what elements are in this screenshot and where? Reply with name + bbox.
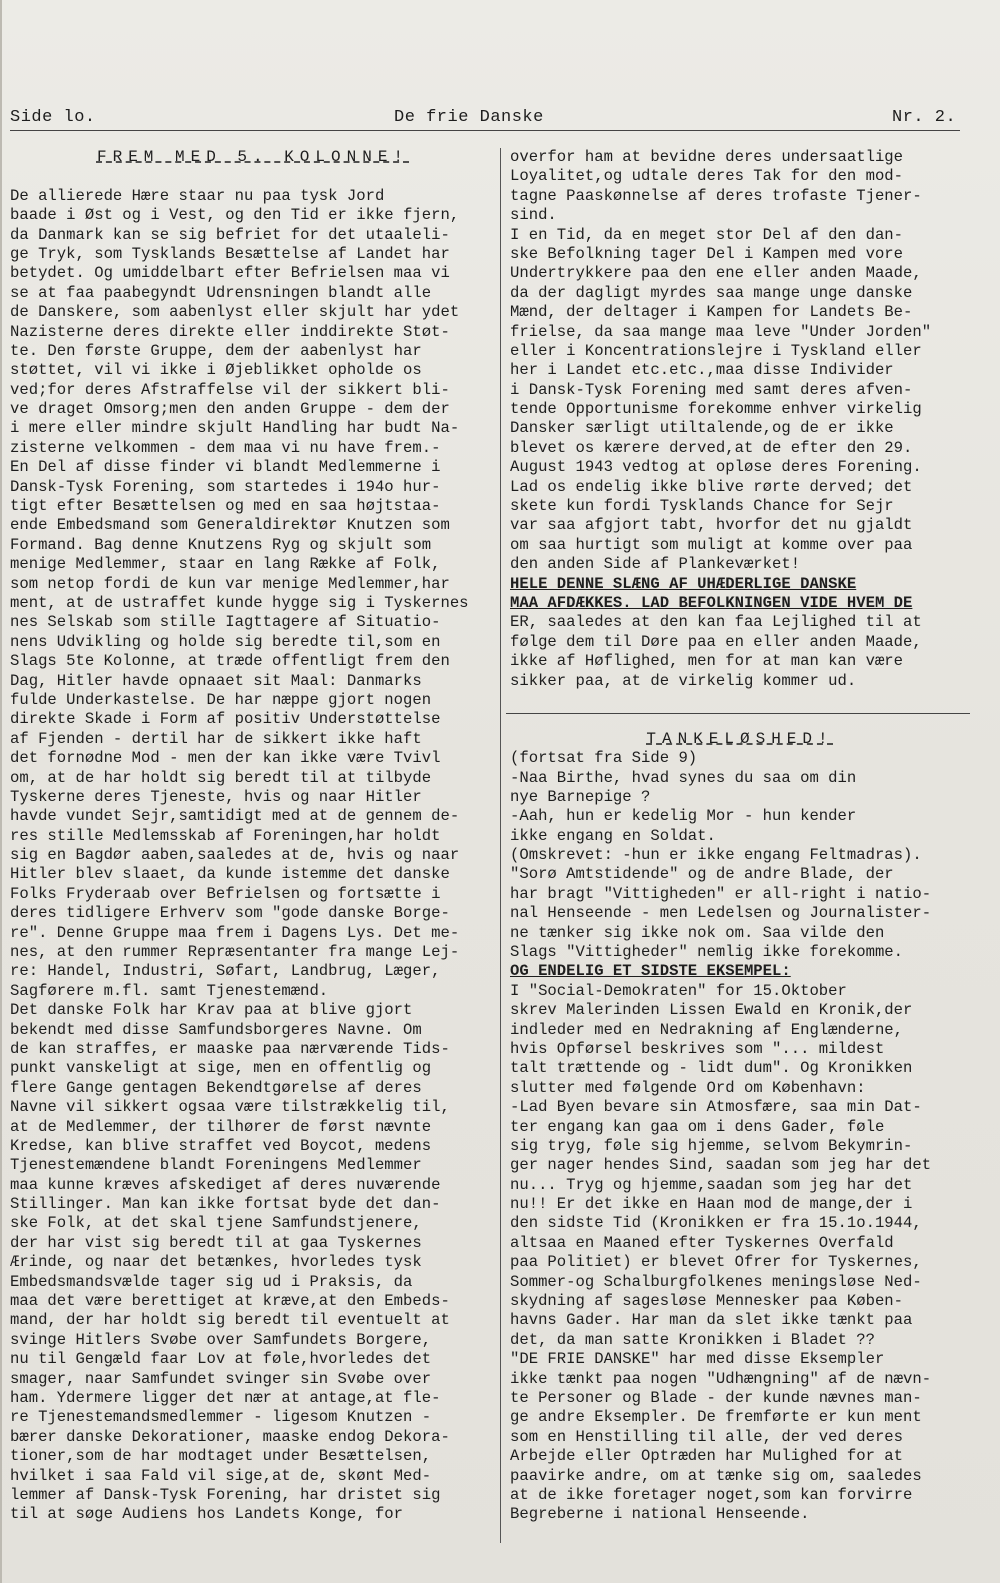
text-line: En Del af disse finder vi blandt Medlemmerne i bbox=[10, 458, 441, 477]
text-line: om saa hurtigt som muligt at komme over paa bbox=[510, 535, 913, 554]
text-line: ge Tryk, som Tysklands Besættelse af Landet har bbox=[10, 244, 450, 263]
text-line: Tyskerne deres Tjeneste, hvis og naar Hitler bbox=[10, 787, 422, 806]
text-line: August 1943 vedtog at opløse deres Forening. bbox=[510, 458, 922, 477]
text-line bbox=[510, 575, 970, 594]
text-line: fulde Underkastelse. De har næppe gjort nogen bbox=[10, 690, 432, 709]
text-line: Ærinde, og naar det betænkes, hvorledes tysk bbox=[10, 1253, 422, 1272]
text-line: som en Henstilling til alle, der ved deres bbox=[510, 1427, 904, 1446]
text-line: Nazisterne deres direkte eller inddirekte Støt- bbox=[10, 322, 450, 341]
text-line: i mere eller mindre skjult Handling har budt Na- bbox=[10, 419, 460, 438]
text-line: da Danmark kan se sig befriet for det utaaleli- bbox=[10, 225, 450, 244]
text-line: Loyalitet,og udtale deres Tak for den mod- bbox=[510, 167, 904, 186]
text-line: Sagførere m.fl. samt Tjenestemænd. bbox=[10, 981, 329, 1000]
text-line: sig tryg, føle sig hjemme, selvom Bekymrin- bbox=[510, 1136, 913, 1155]
text-line: at de ikke foretager noget,som kan forvirre bbox=[510, 1485, 913, 1504]
text-line: Folks Fryderaab over Befrielsen og fortsætte i bbox=[10, 884, 441, 903]
text-line: overfor ham at bevidne deres undersaatlige bbox=[510, 148, 904, 166]
text-line: ge andre Eksempler. De fremførte er kun ment bbox=[510, 1408, 922, 1427]
text-line: de Danskere, som aabenlyst eller skjult har ydet bbox=[10, 303, 460, 322]
heading-text: MAA AFDÆKKES. LAD BEFOLKNINGEN VIDE HVEM DE bbox=[510, 593, 913, 612]
text-line: nes, at den rummer Repræsentanter fra mange Lej- bbox=[10, 943, 460, 962]
heading-text: TANKELØSHED! bbox=[646, 729, 834, 748]
text-line bbox=[510, 594, 970, 613]
text-line: mand, der har holdt sig beredt til eventuelt at bbox=[10, 1311, 450, 1330]
text-line: menige Medlemmer, staar en lang Række af Folk, bbox=[10, 555, 441, 574]
text-line: maa kunne kræves afskediget af deres nuværende bbox=[10, 1175, 441, 1194]
text-line: da der dagligt myrdes saa mange unge danske bbox=[510, 283, 913, 302]
text-line: re: Handel, Industri, Søfart, Landbrug, Læger, bbox=[10, 962, 441, 981]
text-line: talt trættende og - lidt dum". Og Kronikken bbox=[510, 1059, 913, 1078]
text-line bbox=[10, 148, 496, 167]
text-line: om, at de har holdt sig beredt til at tilbyde bbox=[10, 768, 432, 787]
text-line: Dag, Hitler havde opnaaet sit Maal: Danmarks bbox=[10, 671, 422, 690]
text-line: paa Politiet) er blevet Ofrer for Tyskernes, bbox=[510, 1253, 922, 1272]
text-line: ved;for deres Afstraffelse vil der sikkert bli- bbox=[10, 380, 450, 399]
text-line: paavirke andre, om at tænke sig om, saaledes bbox=[510, 1466, 922, 1485]
text-line: flere Gange gentagen Bekendtgørelse af deres bbox=[10, 1078, 422, 1097]
text-line: skete kun fordi Tysklands Chance for Sejr bbox=[510, 497, 894, 516]
text-line: i Dansk-Tysk Forening med samt deres afven- bbox=[510, 380, 913, 399]
text-line: (fortsat fra Side 9) bbox=[510, 749, 698, 768]
text-line: "DE FRIE DANSKE" har med disse Eksempler bbox=[510, 1350, 885, 1369]
text-line: Tjenestemændene blandt Foreningens Medlemmer bbox=[10, 1156, 422, 1175]
text-line: smager, naar Samfundet svinger sin Svøbe over bbox=[10, 1369, 432, 1388]
text-line: tende Opportunisme forekomme enhver virkelig bbox=[510, 400, 922, 419]
text-line: nes Selskab som stille Iagttagere af Situatio- bbox=[10, 613, 441, 632]
text-line: Sommer-og Schalburgfolkenes meningsløse Ned- bbox=[510, 1272, 922, 1291]
text-line: ende Embedsmand som Generaldirektør Knutzen som bbox=[10, 516, 450, 535]
text-line: Dansker særligt utiltalende,og de er ikke bbox=[510, 419, 894, 438]
text-line: Hitler blev slaaet, da kunde istemme det danske bbox=[10, 865, 450, 884]
text-line bbox=[10, 167, 496, 186]
text-line: Slags "Vittigheder" nemlig ikke forekomme. bbox=[510, 943, 904, 962]
text-line: res stille Medlemsskab af Foreningen,har holdt bbox=[10, 826, 441, 845]
text-line: Dansk-Tysk Forening, som startedes i 194o hur- bbox=[10, 477, 441, 496]
text-line: ter engang kan gaa om i dens Gader, føle bbox=[510, 1117, 885, 1136]
text-line: de kan straffes, er maaske paa nærværende Tids- bbox=[10, 1039, 450, 1058]
text-line: skrev Malerinden Lissen Ewald en Kronik,der bbox=[510, 1001, 913, 1020]
text-line: der har vist sig beredt til at gaa Tyskernes bbox=[10, 1233, 422, 1252]
text-line: nu... Tryg og hjemme,saadan som jeg har det bbox=[510, 1175, 913, 1194]
text-line: "Sorø Amtstidende" og de andre Blade, der bbox=[510, 865, 894, 884]
text-line: her i Landet etc.etc.,maa disse Individer bbox=[510, 361, 894, 380]
text-line: den anden Side af Plankeværket! bbox=[510, 555, 801, 574]
text-line bbox=[510, 691, 970, 710]
text-line: altsaa en Maaned efter Tyskernes Overfald bbox=[510, 1233, 894, 1252]
text-line: Det danske Folk har Krav paa at blive gjort bbox=[10, 1001, 413, 1020]
page-number: Side lo. bbox=[10, 108, 96, 127]
text-line: havde vundet Sejr,samtidigt med at de gennem de- bbox=[10, 807, 460, 826]
text-line: (Omskrevet: -hun er ikke engang Feltmadras). bbox=[510, 846, 922, 865]
issue-number: Nr. 2. bbox=[892, 108, 957, 127]
text-line: ske Befolkning tager Del i Kampen med vore bbox=[510, 244, 904, 263]
text-line: punkt vanskeligt at sige, men en offentlig og bbox=[10, 1059, 432, 1078]
header-rule bbox=[10, 130, 960, 131]
text-line: svinge Hitlers Svøbe over Samfundets Borgere, bbox=[10, 1330, 432, 1349]
text-line: frielse, da saa mange maa leve "Under Jorden" bbox=[510, 322, 932, 341]
text-line: re". Denne Gruppe maa frem i Dagens Lys. Det me- bbox=[10, 923, 460, 942]
text-line: hvilket i saa Fald vil sige,at de, skønt Med- bbox=[10, 1466, 432, 1485]
text-line: til at søge Audiens hos Landets Konge, for bbox=[10, 1505, 404, 1524]
text-line: ER, saaledes at den kan faa Lejlighed til at bbox=[510, 613, 922, 632]
text-line: betydet. Og umiddelbart efter Befrielsen maa vi bbox=[10, 264, 450, 283]
text-line: ment, at de ustraffet kunde hygge sig i Tyskernes bbox=[10, 593, 469, 612]
text-line: direkte Skade i Form af positiv Understøttelse bbox=[10, 710, 441, 729]
text-line: tigt efter Besættelsen og med en saa højtstaa- bbox=[10, 497, 441, 516]
heading-text: OG ENDELIG ET SIDSTE EKSEMPEL: bbox=[510, 962, 791, 981]
text-line: nye Barnepige ? bbox=[510, 787, 651, 806]
text-line: ikke af Høflighed, men for at man kan være bbox=[510, 652, 904, 671]
text-line: bekendt med disse Samfundsborgeres Navne. Om bbox=[10, 1020, 422, 1039]
text-line: nal Henseende - men Ledelsen og Journalister- bbox=[510, 904, 932, 923]
text-line: I en Tid, da en meget stor Del af den dan- bbox=[510, 225, 904, 244]
text-line: te Personer og Blade - der kunde nævnes man- bbox=[510, 1389, 922, 1407]
text-line: Lad os endelig ikke blive rørte derved; det bbox=[510, 477, 913, 496]
text-line: te. Den første Gruppe, dem der aabenlyst har bbox=[10, 341, 422, 360]
text-line: ske Folk, at det skal tjene Samfundstjenere, bbox=[10, 1214, 422, 1233]
text-line: var saa afgjort tabt, hvorfor det nu gjaldt bbox=[510, 516, 913, 535]
text-line: -Aah, hun er kedelig Mor - hun kender bbox=[510, 807, 857, 826]
section-separator bbox=[506, 713, 970, 714]
text-line: indleder med en Nedrakning af Englænderne, bbox=[510, 1020, 904, 1039]
text-line: -Naa Birthe, hvad synes du saa om din bbox=[510, 768, 857, 787]
text-line: tioner,som de har modtaget under Besættelsen, bbox=[10, 1447, 432, 1466]
text-line: støttet, vil vi ikke i Øjeblikket opholde os bbox=[10, 361, 422, 380]
text-line: nens Udvikling og holde sig beredte til,som en bbox=[10, 632, 441, 651]
text-line: det, da man satte Kronikken i Bladet ?? bbox=[510, 1330, 875, 1349]
text-line: nu!! Er det ikke en Haan mod de mange,der i bbox=[510, 1195, 913, 1214]
text-line: Kredse, kan blive straffet ved Boycot, medens bbox=[10, 1136, 432, 1155]
text-line: se at faa paabegyndt Udrensningen blandt alle bbox=[10, 283, 432, 302]
text-line: som netop fordi de kun var menige Medlemmer,har bbox=[10, 574, 450, 593]
text-line: -Lad Byen bevare sin Atmosfære, saa min Dat- bbox=[510, 1098, 922, 1117]
text-line: ikke engang en Soldat. bbox=[510, 826, 716, 845]
text-line: ve draget Omsorg;men den anden Gruppe - dem der bbox=[10, 400, 450, 419]
text-line: Navne vil sikkert ogsaa være tilstrækkelig til, bbox=[10, 1098, 450, 1117]
text-line: ikke tænkt paa nogen "Udhængning" af de nævn- bbox=[510, 1369, 932, 1388]
newspaper-title: De frie Danske bbox=[394, 108, 544, 127]
text-line: ne tænker sig ikke nok om. Saa vilde den bbox=[510, 923, 885, 942]
right-column bbox=[510, 148, 970, 1525]
text-line: den sidste Tid (Kronikken er fra 15.1o.1944, bbox=[510, 1214, 922, 1233]
text-line: ham. Ydermere ligger det nær at antage,at fle- bbox=[10, 1389, 441, 1407]
text-line: slutter med følgende Ord om København: bbox=[510, 1078, 866, 1097]
text-line: hvis Opførsel beskrives som "... mildest bbox=[510, 1039, 885, 1058]
text-line: nu til Gengæld faar Lov at føle,hvorledes det bbox=[10, 1350, 432, 1369]
text-line: Slags 5te Kolonne, at træde offentligt frem den bbox=[10, 652, 450, 671]
text-line: at de Medlemmer, der tilhører de først nævnte bbox=[10, 1117, 432, 1136]
text-line bbox=[510, 730, 970, 749]
text-line: af Fjenden - dertil har de sikkert ikke haft bbox=[10, 729, 422, 748]
text-line: sind. bbox=[510, 206, 557, 225]
text-line: blevet os kærere derved,at de efter den 29. bbox=[510, 438, 913, 457]
text-line: det fornødne Mod - men der kan ikke være Tvivl bbox=[10, 749, 441, 768]
text-line: deres tidligere Erhverv som "gode danske Borge- bbox=[10, 904, 450, 923]
column-divider bbox=[500, 148, 501, 1543]
text-line: ger nager hendes Sind, saadan som jeg har det bbox=[510, 1156, 932, 1175]
text-line: sikker paa, at de virkelig kommer ud. bbox=[510, 671, 857, 690]
text-line: lemmer af Dansk-Tysk Forening, har dristet sig bbox=[10, 1485, 441, 1504]
text-line: Begreberne i national Henseende. bbox=[510, 1505, 810, 1524]
heading-text: FREM MED 5. KOLONNE! bbox=[96, 148, 410, 166]
text-line: I "Social-Demokraten" for 15.Oktober bbox=[510, 981, 847, 1000]
text-line bbox=[510, 962, 970, 981]
text-line: De allierede Hære staar nu paa tysk Jord bbox=[10, 186, 385, 205]
text-line: eller i Koncentrationslejre i Tyskland eller bbox=[510, 341, 922, 360]
text-line: Embedsmandsvælde tager sig ud i Praksis, da bbox=[10, 1272, 413, 1291]
text-line: Undertrykkere paa den ene eller anden Maade, bbox=[510, 264, 922, 283]
text-line: re Tjenestemandsmedlemmer - ligesom Knutzen - bbox=[10, 1408, 432, 1427]
heading-text: HELE DENNE SLÆNG AF UHÆDERLIGE DANSKE bbox=[510, 574, 857, 593]
text-line: zisterne velkommen - dem maa vi nu have frem.- bbox=[10, 438, 441, 457]
text-line: baade i Øst og i Vest, og den Tid er ikke fjern, bbox=[10, 206, 460, 225]
text-line: Formand. Bag denne Knutzens Ryg og skjult som bbox=[10, 535, 432, 554]
text-line: Arbejde eller Optræden har Mulighed for at bbox=[510, 1447, 904, 1466]
text-line: tagne Paaskønnelse af deres trofaste Tjener- bbox=[510, 186, 922, 205]
text-line: havns Gader. Har man da slet ikke tænkt paa bbox=[510, 1311, 913, 1330]
text-line: bærer danske Dekorationer, maaske endog Dekora- bbox=[10, 1427, 450, 1446]
text-line: Mænd, der deltager i Kampen for Landets Be- bbox=[510, 303, 913, 322]
left-column bbox=[10, 148, 496, 1525]
text-line: skydning af sagesløse Mennesker paa Køben- bbox=[510, 1292, 904, 1311]
text-line: har bragt "Vittigheden" er all-right i natio- bbox=[510, 884, 932, 903]
text-line: maa det være berettiget at kræve,at den Embeds- bbox=[10, 1292, 450, 1311]
text-line: sig en Bagdør aaben,saaledes at de, hvis og naar bbox=[10, 846, 460, 865]
text-line: følge dem til Døre paa en eller anden Maade, bbox=[510, 632, 922, 651]
text-line: Stillinger. Man kan ikke fortsat byde det dan- bbox=[10, 1195, 441, 1214]
